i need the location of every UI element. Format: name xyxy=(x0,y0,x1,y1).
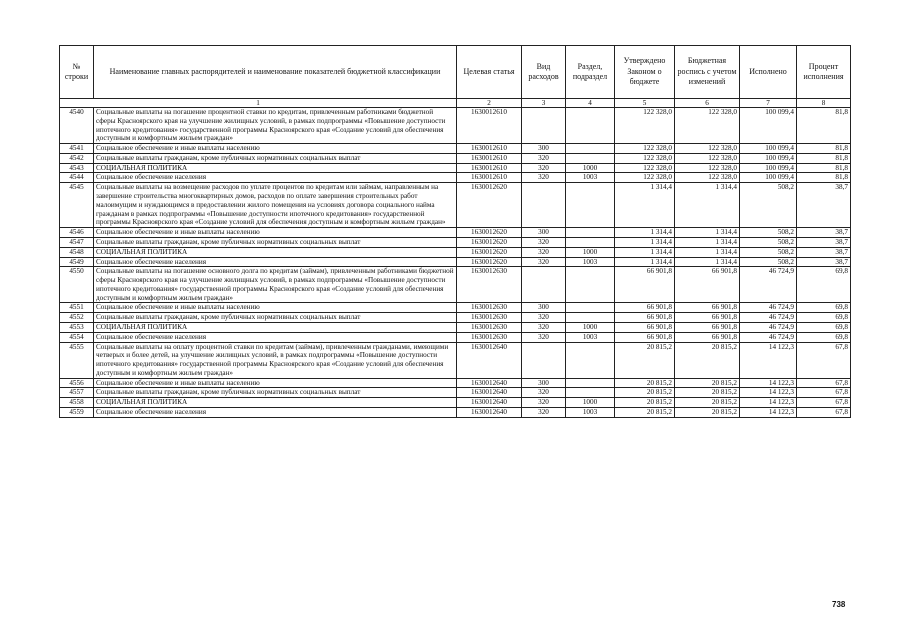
budget-list-amount-cell: 66 901,8 xyxy=(675,332,740,342)
table-row xyxy=(60,398,851,408)
section-cell: 1000 xyxy=(566,163,615,173)
approved-amount-cell: 1 314,4 xyxy=(615,257,675,267)
table-row xyxy=(60,388,851,398)
executed-amount-cell: 508,2 xyxy=(740,228,797,238)
budget-list-amount-cell: 122 328,0 xyxy=(675,153,740,163)
approved-amount-cell: 122 328,0 xyxy=(615,108,675,144)
approved-amount-cell: 20 815,2 xyxy=(615,342,675,378)
budget-list-amount-cell: 20 815,2 xyxy=(675,408,740,418)
approved-amount-cell: 1 314,4 xyxy=(615,247,675,257)
percent-cell: 67,8 xyxy=(797,408,851,418)
row-name-cell: Социальные выплаты на возмещение расходов по уплате процентов по кредитам или займам, направленным на завершение строительства многоквартирных домов, расходов по оплате завершения строительных работ малоимущим и нуждающимся в предоставлении жилого помещения на условиях договора социального найма гражданам в рамках подпрограммы «Повышение доступности ипотечного кредитования» государственной программы Красноярского края «Создание условий для обеспечения доступным и комфортным жильем граждан» xyxy=(94,183,457,228)
table-row xyxy=(60,378,851,388)
section-cell: 1003 xyxy=(566,257,615,267)
row-name-cell: Социальные выплаты на погашение основного долга по кредитам (займам), привлеченным работниками бюджетной сферы Красноярского края на улучшение жилищных условий, в рамках подпрограммы «Повышение доступности ипотечного кредитования» государственной программы Красноярского края «Создание условий для обеспечения доступным и комфортным жильем граждан» xyxy=(94,267,457,303)
target-article-cell: 1630012620 xyxy=(457,247,522,257)
row-name-cell: Социальные выплаты гражданам, кроме публичных нормативных социальных выплат xyxy=(94,313,457,323)
budget-list-amount-cell: 1 314,4 xyxy=(675,183,740,228)
column-number: 2 xyxy=(457,99,522,108)
header-expense-type: Вид расходов xyxy=(522,46,566,99)
target-article-cell: 1630012640 xyxy=(457,342,522,378)
percent-cell: 38,7 xyxy=(797,237,851,247)
approved-amount-cell: 20 815,2 xyxy=(615,398,675,408)
table-row xyxy=(60,342,851,378)
table-row xyxy=(60,257,851,267)
column-number: 6 xyxy=(675,99,740,108)
target-article-cell: 1630012620 xyxy=(457,183,522,228)
percent-cell: 38,7 xyxy=(797,257,851,267)
budget-list-amount-cell: 1 314,4 xyxy=(675,247,740,257)
budget-list-amount-cell: 66 901,8 xyxy=(675,313,740,323)
expense-type-cell: 320 xyxy=(522,237,566,247)
executed-amount-cell: 100 099,4 xyxy=(740,144,797,154)
section-cell xyxy=(566,183,615,228)
table-row xyxy=(60,173,851,183)
row-number-cell: 4549 xyxy=(60,257,94,267)
table-row xyxy=(60,408,851,418)
approved-amount-cell: 1 314,4 xyxy=(615,183,675,228)
header-approved: Утверждено Законом о бюджете xyxy=(615,46,675,99)
expense-type-cell: 300 xyxy=(522,144,566,154)
header-budget-list: Бюджетная роспись с учетом изменений xyxy=(675,46,740,99)
executed-amount-cell: 508,2 xyxy=(740,183,797,228)
row-name-cell: Социальное обеспечение населения xyxy=(94,173,457,183)
percent-cell: 38,7 xyxy=(797,183,851,228)
budget-list-amount-cell: 66 901,8 xyxy=(675,322,740,332)
percent-cell: 67,8 xyxy=(797,398,851,408)
row-number-cell: 4550 xyxy=(60,267,94,303)
column-number: 5 xyxy=(615,99,675,108)
section-cell xyxy=(566,153,615,163)
budget-list-amount-cell: 20 815,2 xyxy=(675,342,740,378)
budget-sheet xyxy=(59,45,851,418)
row-number-cell: 4543 xyxy=(60,163,94,173)
approved-amount-cell: 66 901,8 xyxy=(615,303,675,313)
percent-cell: 81,8 xyxy=(797,153,851,163)
budget-list-amount-cell: 66 901,8 xyxy=(675,303,740,313)
executed-amount-cell: 46 724,9 xyxy=(740,313,797,323)
column-number-row xyxy=(60,99,851,108)
section-cell xyxy=(566,378,615,388)
budget-table xyxy=(59,45,851,418)
approved-amount-cell: 66 901,8 xyxy=(615,313,675,323)
expense-type-cell: 300 xyxy=(522,228,566,238)
table-body xyxy=(60,108,851,418)
row-number-cell: 4552 xyxy=(60,313,94,323)
percent-cell: 81,8 xyxy=(797,108,851,144)
target-article-cell: 1630012620 xyxy=(457,257,522,267)
table-row xyxy=(60,332,851,342)
expense-type-cell: 320 xyxy=(522,257,566,267)
expense-type-cell: 300 xyxy=(522,378,566,388)
expense-type-cell: 320 xyxy=(522,398,566,408)
target-article-cell: 1630012620 xyxy=(457,237,522,247)
row-name-cell: Социальные выплаты гражданам, кроме публичных нормативных социальных выплат xyxy=(94,237,457,247)
header-row-number: № строки xyxy=(60,46,94,99)
budget-list-amount-cell: 1 314,4 xyxy=(675,237,740,247)
row-number-cell: 4558 xyxy=(60,398,94,408)
approved-amount-cell: 122 328,0 xyxy=(615,173,675,183)
target-article-cell: 1630012640 xyxy=(457,388,522,398)
header-executed: Исполнено xyxy=(740,46,797,99)
expense-type-cell xyxy=(522,183,566,228)
row-number-cell: 4547 xyxy=(60,237,94,247)
section-cell xyxy=(566,108,615,144)
header-row xyxy=(60,46,851,99)
column-number: 1 xyxy=(60,99,457,108)
row-name-cell: Социальное обеспечение населения xyxy=(94,332,457,342)
target-article-cell: 1630012640 xyxy=(457,398,522,408)
budget-list-amount-cell: 1 314,4 xyxy=(675,257,740,267)
executed-amount-cell: 46 724,9 xyxy=(740,303,797,313)
target-article-cell: 1630012630 xyxy=(457,332,522,342)
row-number-cell: 4546 xyxy=(60,228,94,238)
section-cell: 1000 xyxy=(566,398,615,408)
table-row xyxy=(60,144,851,154)
table-row xyxy=(60,313,851,323)
percent-cell: 69,8 xyxy=(797,322,851,332)
budget-list-amount-cell: 20 815,2 xyxy=(675,388,740,398)
executed-amount-cell: 14 122,3 xyxy=(740,342,797,378)
executed-amount-cell: 100 099,4 xyxy=(740,173,797,183)
column-number: 8 xyxy=(797,99,851,108)
approved-amount-cell: 1 314,4 xyxy=(615,237,675,247)
executed-amount-cell: 14 122,3 xyxy=(740,378,797,388)
expense-type-cell xyxy=(522,267,566,303)
row-number-cell: 4542 xyxy=(60,153,94,163)
percent-cell: 81,8 xyxy=(797,173,851,183)
row-name-cell: СОЦИАЛЬНАЯ ПОЛИТИКА xyxy=(94,163,457,173)
row-number-cell: 4541 xyxy=(60,144,94,154)
percent-cell: 67,8 xyxy=(797,378,851,388)
section-cell xyxy=(566,267,615,303)
table-row xyxy=(60,228,851,238)
table-row xyxy=(60,247,851,257)
target-article-cell: 1630012610 xyxy=(457,173,522,183)
percent-cell: 81,8 xyxy=(797,144,851,154)
section-cell xyxy=(566,144,615,154)
percent-cell: 67,8 xyxy=(797,388,851,398)
expense-type-cell: 320 xyxy=(522,313,566,323)
row-number-cell: 4540 xyxy=(60,108,94,144)
executed-amount-cell: 14 122,3 xyxy=(740,408,797,418)
target-article-cell: 1630012640 xyxy=(457,378,522,388)
row-number-cell: 4544 xyxy=(60,173,94,183)
row-number-cell: 4554 xyxy=(60,332,94,342)
expense-type-cell: 300 xyxy=(522,303,566,313)
target-article-cell: 1630012610 xyxy=(457,108,522,144)
table-row xyxy=(60,183,851,228)
executed-amount-cell: 100 099,4 xyxy=(740,153,797,163)
percent-cell: 69,8 xyxy=(797,313,851,323)
percent-cell: 38,7 xyxy=(797,247,851,257)
section-cell: 1003 xyxy=(566,332,615,342)
expense-type-cell: 320 xyxy=(522,163,566,173)
budget-list-amount-cell: 122 328,0 xyxy=(675,144,740,154)
section-cell xyxy=(566,388,615,398)
executed-amount-cell: 100 099,4 xyxy=(740,108,797,144)
approved-amount-cell: 66 901,8 xyxy=(615,267,675,303)
row-number-cell: 4559 xyxy=(60,408,94,418)
approved-amount-cell: 20 815,2 xyxy=(615,378,675,388)
approved-amount-cell: 122 328,0 xyxy=(615,144,675,154)
table-row xyxy=(60,303,851,313)
row-number-cell: 4551 xyxy=(60,303,94,313)
table-row xyxy=(60,163,851,173)
column-number: 7 xyxy=(740,99,797,108)
target-article-cell: 1630012630 xyxy=(457,267,522,303)
row-name-cell: Социальное обеспечение населения xyxy=(94,408,457,418)
table-row xyxy=(60,237,851,247)
table-row xyxy=(60,108,851,144)
approved-amount-cell: 1 314,4 xyxy=(615,228,675,238)
budget-list-amount-cell: 122 328,0 xyxy=(675,173,740,183)
budget-list-amount-cell: 20 815,2 xyxy=(675,378,740,388)
row-number-cell: 4556 xyxy=(60,378,94,388)
expense-type-cell: 320 xyxy=(522,247,566,257)
row-name-cell: Социальное обеспечение населения xyxy=(94,257,457,267)
row-number-cell: 4548 xyxy=(60,247,94,257)
target-article-cell: 1630012610 xyxy=(457,153,522,163)
percent-cell: 69,8 xyxy=(797,332,851,342)
row-name-cell: Социальные выплаты гражданам, кроме публичных нормативных социальных выплат xyxy=(94,388,457,398)
target-article-cell: 1630012620 xyxy=(457,228,522,238)
approved-amount-cell: 122 328,0 xyxy=(615,163,675,173)
expense-type-cell: 320 xyxy=(522,322,566,332)
approved-amount-cell: 20 815,2 xyxy=(615,408,675,418)
executed-amount-cell: 508,2 xyxy=(740,237,797,247)
row-number-cell: 4545 xyxy=(60,183,94,228)
row-name-cell: Социальные выплаты на погашение процентной ставки по кредитам, привлеченным работниками бюджетной сферы Красноярского края на улучшение жилищных условий, в рамках подпрограммы «Повышение доступности ипотечного кредитования» государственной программы Красноярского края «Создание условий для обеспечения доступным и комфортным жильем граждан» xyxy=(94,108,457,144)
percent-cell: 69,8 xyxy=(797,303,851,313)
target-article-cell: 1630012630 xyxy=(457,303,522,313)
approved-amount-cell: 20 815,2 xyxy=(615,388,675,398)
column-number: 4 xyxy=(566,99,615,108)
percent-cell: 81,8 xyxy=(797,163,851,173)
section-cell: 1000 xyxy=(566,322,615,332)
section-cell xyxy=(566,237,615,247)
approved-amount-cell: 66 901,8 xyxy=(615,322,675,332)
expense-type-cell: 320 xyxy=(522,408,566,418)
expense-type-cell: 320 xyxy=(522,332,566,342)
header-percent: Процент исполнения xyxy=(797,46,851,99)
budget-list-amount-cell: 122 328,0 xyxy=(675,163,740,173)
row-name-cell: Социальное обеспечение и иные выплаты населению xyxy=(94,303,457,313)
table-row xyxy=(60,153,851,163)
expense-type-cell: 320 xyxy=(522,153,566,163)
section-cell xyxy=(566,342,615,378)
row-name-cell: Социальное обеспечение и иные выплаты населению xyxy=(94,378,457,388)
executed-amount-cell: 46 724,9 xyxy=(740,322,797,332)
row-name-cell: СОЦИАЛЬНАЯ ПОЛИТИКА xyxy=(94,322,457,332)
section-cell xyxy=(566,228,615,238)
table-row xyxy=(60,322,851,332)
section-cell: 1000 xyxy=(566,247,615,257)
budget-list-amount-cell: 1 314,4 xyxy=(675,228,740,238)
expense-type-cell xyxy=(522,108,566,144)
target-article-cell: 1630012610 xyxy=(457,163,522,173)
row-number-cell: 4557 xyxy=(60,388,94,398)
column-number: 3 xyxy=(522,99,566,108)
target-article-cell: 1630012640 xyxy=(457,408,522,418)
row-name-cell: Социальные выплаты на оплату процентной ставки по кредитам (займам), привлеченным гражданами, имеющими четверых и более детей, на улучшение жилищных условий, в рамках подпрограммы «Повышение доступности ипотечного кредитования» государственной программы Красноярского края «Создание условий для обеспечения доступным и комфортным жильем граждан» xyxy=(94,342,457,378)
budget-list-amount-cell: 122 328,0 xyxy=(675,108,740,144)
budget-list-amount-cell: 66 901,8 xyxy=(675,267,740,303)
section-cell: 1003 xyxy=(566,408,615,418)
header-section: Раздел, подраздел xyxy=(566,46,615,99)
executed-amount-cell: 508,2 xyxy=(740,247,797,257)
section-cell xyxy=(566,313,615,323)
row-name-cell: Социальное обеспечение и иные выплаты населению xyxy=(94,228,457,238)
percent-cell: 67,8 xyxy=(797,342,851,378)
row-number-cell: 4555 xyxy=(60,342,94,378)
percent-cell: 38,7 xyxy=(797,228,851,238)
executed-amount-cell: 46 724,9 xyxy=(740,267,797,303)
row-name-cell: СОЦИАЛЬНАЯ ПОЛИТИКА xyxy=(94,398,457,408)
budget-list-amount-cell: 20 815,2 xyxy=(675,398,740,408)
row-name-cell: СОЦИАЛЬНАЯ ПОЛИТИКА xyxy=(94,247,457,257)
table-row xyxy=(60,267,851,303)
row-number-cell: 4553 xyxy=(60,322,94,332)
row-name-cell: Социальные выплаты гражданам, кроме публичных нормативных социальных выплат xyxy=(94,153,457,163)
percent-cell: 69,8 xyxy=(797,267,851,303)
header-target-article: Целевая статья xyxy=(457,46,522,99)
executed-amount-cell: 14 122,3 xyxy=(740,398,797,408)
executed-amount-cell: 100 099,4 xyxy=(740,163,797,173)
expense-type-cell: 320 xyxy=(522,388,566,398)
target-article-cell: 1630012630 xyxy=(457,313,522,323)
target-article-cell: 1630012610 xyxy=(457,144,522,154)
section-cell: 1003 xyxy=(566,173,615,183)
expense-type-cell xyxy=(522,342,566,378)
page-number: 738 xyxy=(832,600,846,609)
expense-type-cell: 320 xyxy=(522,173,566,183)
target-article-cell: 1630012630 xyxy=(457,322,522,332)
approved-amount-cell: 122 328,0 xyxy=(615,153,675,163)
executed-amount-cell: 14 122,3 xyxy=(740,388,797,398)
approved-amount-cell: 66 901,8 xyxy=(615,332,675,342)
row-name-cell: Социальное обеспечение и иные выплаты населению xyxy=(94,144,457,154)
header-name: Наименование главных распорядителей и наименование показателей бюджетной классификации xyxy=(94,46,457,99)
section-cell xyxy=(566,303,615,313)
executed-amount-cell: 46 724,9 xyxy=(740,332,797,342)
executed-amount-cell: 508,2 xyxy=(740,257,797,267)
